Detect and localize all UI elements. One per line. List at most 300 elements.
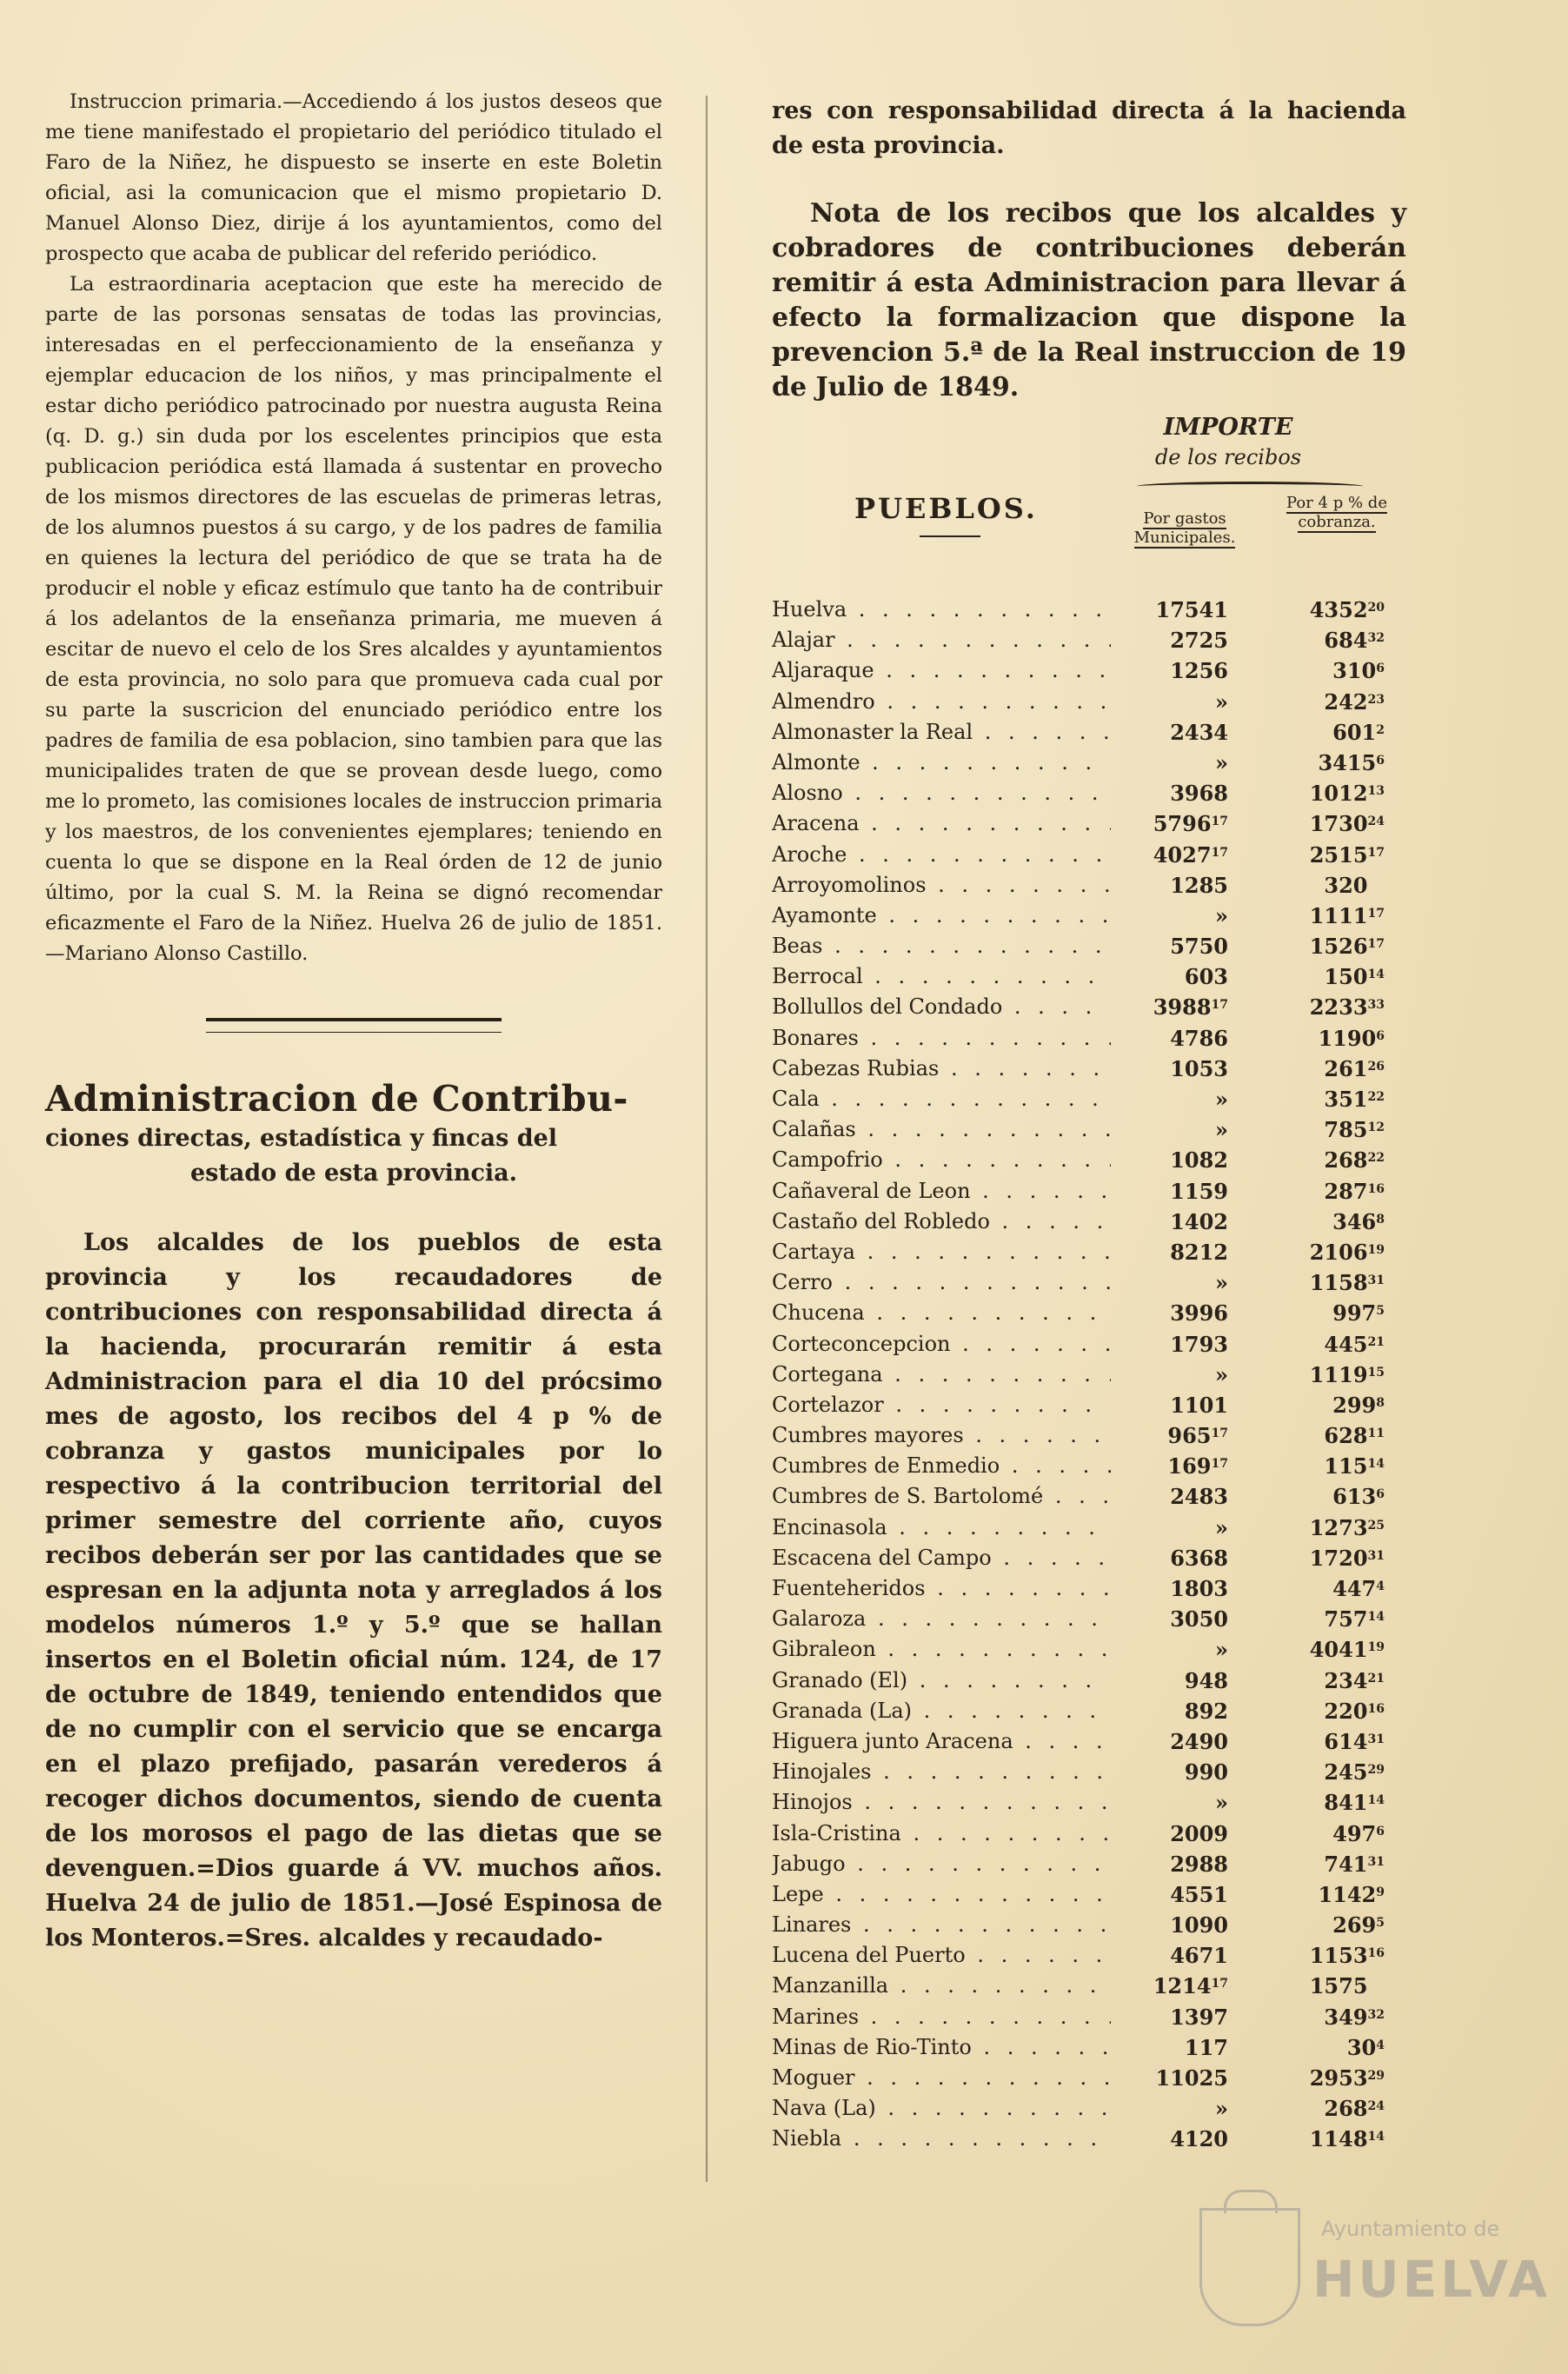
table-row [772,2124,1406,2154]
gastos-value [1089,1023,1228,1054]
cobranza-amount: 1730 [1309,811,1368,837]
gastos-value [1089,840,1228,870]
gastos-amount: 1256 [1170,658,1228,684]
crest-icon [1199,2208,1300,2326]
col-header-gastos [1124,509,1246,548]
gastos-amount: » [1215,1270,1228,1296]
cobranza-fraction: 24 [1367,2099,1385,2114]
pueblo-name: Aljaraque . . . [772,655,1111,686]
cobranza-amount: 346 [1332,1208,1377,1234]
cobranza-value [1254,1298,1385,1328]
cobranza-value [1254,1176,1385,1207]
cobranza-fraction: 25 [1367,1518,1385,1533]
cobranza-value [1254,1910,1385,1940]
pueblo-name: Cortegana . . . [772,1360,1111,1390]
cobranza-fraction: 29 [1367,2069,1385,2083]
gastos-amount: 1159 [1170,1178,1228,1204]
ornamental-rule [206,1018,502,1033]
table-row [772,1787,1406,1818]
gastos-value [1089,1513,1228,1543]
cobranza-fraction: 16 [1367,1946,1385,1961]
table-row [772,1513,1406,1543]
cobranza-value [1254,840,1385,870]
cobranza-fraction: 8 [1376,1212,1385,1227]
table-row [772,992,1406,1022]
gastos-amount: 3988 [1153,994,1212,1021]
cobranza-fraction: 24 [1367,815,1385,829]
watermark-line1: Ayuntamiento de [1321,2217,1500,2241]
table-row [772,1176,1406,1207]
gastos-amount: 2009 [1170,1820,1228,1846]
cobranza-value [1254,1145,1385,1175]
cobranza-value [1254,2124,1385,2154]
cobranza-amount: 785 [1324,1117,1368,1143]
pueblo-name: Galaroza . . . [772,1604,1111,1634]
cobranza-fraction: 11 [1367,1426,1385,1441]
gastos-amount: 1101 [1170,1392,1228,1418]
pueblo-name: Aroche . . . [772,840,1111,870]
cobranza-fraction: 33 [1367,998,1385,1013]
gastos-amount: 5796 [1153,811,1212,837]
table-row [772,808,1406,839]
importe-label: IMPORTE [1163,414,1293,441]
cobranza-amount: 1142 [1318,1881,1377,1907]
pueblo-name: Higuera junto Aracena . . . [772,1726,1111,1757]
cobranza-amount: 4041 [1309,1637,1368,1663]
cobranza-value [1254,2063,1385,2093]
cobranza-fraction: 21 [1367,1671,1385,1686]
table-row [772,2063,1406,2093]
cobranza-value [1254,1054,1385,1084]
pueblo-name: Corteconcepcion . . . [772,1329,1111,1360]
gastos-amount: » [1215,749,1228,775]
cobranza-amount: 1273 [1309,1514,1368,1540]
gastos-value [1089,1666,1228,1696]
pueblo-name: Castaño del Robledo . . . [772,1207,1111,1237]
cobranza-value [1254,2032,1385,2063]
gastos-amount: 1090 [1170,1912,1228,1938]
table-row [772,1634,1406,1665]
pueblo-name: Calañas . . . [772,1114,1111,1145]
gastos-amount: 1402 [1170,1208,1228,1234]
cobranza-fraction: 17 [1367,937,1385,952]
pueblo-name: Minas de Rio-Tinto . . . [772,2032,1111,2063]
gastos-amount: 1803 [1170,1576,1228,1601]
gastos-value [1089,901,1228,931]
gastos-amount: 169 [1167,1453,1212,1480]
pueblo-name: Cala . . . [772,1084,1111,1114]
gastos-value [1089,808,1228,839]
pueblo-name: Jabugo . . . [772,1849,1111,1879]
cobranza-fraction: 14 [1367,1610,1385,1625]
gastos-amount: 8212 [1170,1239,1228,1265]
pueblo-name: Cumbres de Enmedio . . . [772,1451,1111,1481]
cobranza-value [1254,992,1385,1022]
table-row [772,1329,1406,1360]
cobranza-amount: 234 [1324,1667,1368,1693]
cobranza-value [1254,717,1385,748]
table-row [772,595,1406,625]
gastos-amount: 3996 [1170,1300,1228,1327]
gastos-amount: » [1215,1087,1228,1112]
gastos-amount: 2725 [1170,628,1228,654]
pueblo-name: Lucena del Puerto . . . [772,1940,1111,1971]
gastos-value [1089,1054,1228,1084]
cobranza-fraction: 29 [1367,1763,1385,1778]
cobranza-amount: 287 [1324,1178,1368,1204]
gastos-value [1089,1114,1228,1145]
cobranza-fraction: 5 [1376,1916,1385,1931]
gastos-value [1089,595,1228,625]
cobranza-amount: 115 [1324,1453,1368,1480]
gastos-value [1089,2093,1228,2124]
table-row [772,1451,1406,1481]
gastos-value [1089,1573,1228,1604]
gastos-fraction: 17 [1211,1457,1228,1472]
importe-sublabel: de los recibos [1154,445,1302,469]
cobranza-amount: 320 [1324,872,1368,898]
cobranza-amount: 497 [1332,1820,1377,1846]
table-row [772,1390,1406,1420]
gastos-fraction: 17 [1211,1426,1228,1441]
cobranza-amount: 601 [1332,719,1377,745]
table-row [772,961,1406,992]
cobranza-value [1254,1451,1385,1481]
cobranza-amount: 1119 [1309,1361,1368,1387]
cobranza-value [1254,1114,1385,1145]
cobranza-fraction: 31 [1367,1273,1385,1288]
section-heading [45,1076,662,1191]
gastos-amount: » [1215,2096,1228,2122]
pueblo-name: Isla-Cristina . . . [772,1819,1111,1849]
table-row [772,1666,1406,1696]
gastos-value [1089,1604,1228,1634]
table-row [772,1910,1406,1940]
gastos-value [1089,1971,1228,2001]
gastos-amount: 17541 [1155,597,1228,622]
cobranza-amount: 299 [1332,1392,1377,1418]
cobranza-amount: 1111 [1309,902,1368,928]
pueblo-name: Linares . . . [772,1910,1111,1940]
gastos-amount: 1082 [1170,1147,1228,1174]
gastos-amount: » [1215,1361,1228,1387]
pueblo-name: Niebla . . . [772,2124,1111,2154]
table-row [772,1145,1406,1175]
cobranza-value [1254,1726,1385,1757]
gastos-amount: 2988 [1170,1851,1228,1877]
gastos-value [1089,1819,1228,1849]
gastos-value [1089,961,1228,992]
pueblo-name: Bonares . . . [772,1023,1111,1054]
table-row [772,1879,1406,1910]
cobranza-amount: 242 [1324,688,1368,715]
notice-continuation: res con responsabilidad directa á la hacienda de esta provincia. [772,97,1406,159]
cobranza-fraction: 26 [1367,1059,1385,1074]
cobranza-value [1254,1023,1385,1054]
cobranza-value [1254,961,1385,992]
gastos-value [1089,748,1228,778]
pueblos-header: PUEBLOS. [854,492,1038,525]
cobranza-amount: 2953 [1309,2065,1368,2091]
cobranza-value [1254,1420,1385,1451]
pueblo-name: Cortelazor . . . [772,1390,1111,1420]
table-row [772,1114,1406,1145]
table-row [772,2002,1406,2032]
cobranza-amount: 1012 [1309,781,1368,807]
gastos-amount: 948 [1184,1667,1228,1693]
table-row [772,1481,1406,1512]
pueblo-name: Fuenteheridos . . . [772,1573,1111,1604]
pueblo-name: Aracena . . . [772,808,1111,839]
col-header-cobranza [1276,494,1398,532]
table-row [772,1207,1406,1237]
table-row [772,748,1406,778]
cobranza-value [1254,1481,1385,1512]
cobranza-amount: 268 [1324,2096,1368,2122]
pueblo-name: Cañaveral de Leon . . . [772,1176,1111,1207]
cobranza-fraction: 12 [1367,1121,1385,1135]
watermark-line2: HUELVA [1312,2250,1551,2309]
cobranza-fraction: 4 [1376,2038,1385,2052]
gastos-value [1089,1543,1228,1573]
cobranza-value [1254,1543,1385,1573]
cobranza-fraction: 32 [1367,631,1385,646]
cobranza-amount: 2106 [1309,1239,1368,1265]
table-row [772,778,1406,808]
cobranza-amount: 1526 [1309,934,1368,960]
cobranza-value [1254,1757,1385,1787]
pueblo-name: Beas . . . [772,931,1111,961]
cobranza-value [1254,1634,1385,1665]
gastos-amount: 2490 [1170,1728,1228,1754]
cobranza-value [1254,1849,1385,1879]
gastos-value [1089,778,1228,808]
alcaldes-notice: Los alcaldes de los pueblos de esta provincia y los recaudadores de contribuciones con responsabilidad directa á la hacienda, procurarán remitir á esta Administracion para el dia 10 del prócsimo mes de agosto, los recibos del 4 p % de cobranza y gastos municipales por lo respectivo á la contribucion territorial del primer semestre del corriente año, cuyos recibos deberán ser por las cantidades que se espresan en la adjunta nota y arreglados á los modelos números 1.º y 5.º que se hallan insertos en el Boletin oficial núm. 124, de 17 de octubre de 1849, teniendo entendidos que de no cumplir con el servicio que se encarga en el plazo prefijado, pasarán verederos á recoger dichos documentos, siendo de cuenta de los morosos el pago de las dietas que se devenguen.=Dios guarde á VV. muchos años. Huelva 24 de julio de 1851.—José Espinosa de los Monteros.=Sres. alcaldes y recaudado- [45,1229,662,1952]
gastos-value [1089,687,1228,717]
table-row [772,1940,1406,1971]
cobranza-fraction: 13 [1367,784,1385,799]
nota-heading: Nota de los recibos que los alcaldes y cobradores de contribuciones deberán remitir á esta Administracion para llevar á efecto la formalizacion que dispone la prevencion 5.ª de la Real instruccion de 19 de Julio de 1849. [772,198,1406,402]
cobranza-value [1254,901,1385,931]
cobranza-value [1254,595,1385,625]
table-row [772,2093,1406,2124]
cobranza-value [1254,1696,1385,1726]
cobranza-fraction: 14 [1367,968,1385,982]
table-row [772,1726,1406,1757]
gastos-amount: 1793 [1170,1331,1228,1357]
gastos-value [1089,1176,1228,1207]
cobranza-amount: 1153 [1309,1943,1368,1969]
section-heading-main: Administracion de Contribu- [45,1078,628,1120]
gastos-value [1089,1757,1228,1787]
table-row [772,1023,1406,1054]
gastos-amount: 11025 [1155,2065,1228,2091]
cobranza-fraction: 31 [1367,1548,1385,1563]
cobranza-amount: 997 [1332,1300,1377,1327]
cobranza-amount: 445 [1324,1331,1368,1357]
cobranza-fraction: 9 [1376,1885,1385,1899]
cobranza-fraction: 15 [1367,1365,1385,1380]
cobranza-fraction: 6 [1376,1824,1385,1839]
gastos-value [1089,1267,1228,1298]
pueblo-name: Huelva . . . [772,595,1111,625]
gastos-value [1089,2032,1228,2063]
gastos-amount: 1214 [1153,1973,1212,1999]
gastos-value [1089,1084,1228,1114]
table-row [772,931,1406,961]
cobranza-fraction: 14 [1367,1457,1385,1472]
pueblo-name: Almonte . . . [772,748,1111,778]
gastos-amount: » [1215,902,1228,928]
cobranza-value [1254,808,1385,839]
cobranza-amount: 261 [1324,1055,1368,1081]
gastos-amount: 1285 [1170,872,1228,898]
cobranza-fraction: 6 [1376,1028,1385,1043]
cobranza-amount: 245 [1324,1759,1368,1785]
pueblo-name: Almonaster la Real . . . [772,717,1111,748]
cobranza-amount: 741 [1324,1851,1368,1877]
table-row [772,1084,1406,1114]
gastos-value [1089,717,1228,748]
cobranza-value [1254,1971,1385,2001]
cobranza-amount: 2515 [1309,841,1368,868]
cobranza-fraction: 31 [1367,1854,1385,1869]
table-row [772,1054,1406,1084]
cobranza-fraction: 14 [1367,1793,1385,1808]
cobranza-value [1254,1390,1385,1420]
gastos-value [1089,1634,1228,1665]
gastos-fraction: 17 [1211,998,1228,1013]
gastos-value [1089,1145,1228,1175]
cobranza-value [1254,1513,1385,1543]
cobranza-value [1254,2093,1385,2124]
gastos-amount: » [1215,1514,1228,1540]
cobranza-amount: 1158 [1309,1270,1368,1296]
cobranza-fraction: 22 [1367,1151,1385,1166]
pueblo-name: Lepe . . . [772,1879,1111,1910]
table-row [772,1237,1406,1267]
table-row [772,1604,1406,1634]
cobranza-amount: 447 [1332,1576,1377,1601]
pueblos-rule [920,535,980,537]
cobranza-amount: 150 [1324,964,1368,990]
gastos-value [1089,1481,1228,1512]
col-header-cobranza-text: Por 4 p % de cobranza. [1286,494,1387,531]
cobranza-fraction: 8 [1376,1395,1385,1410]
gastos-amount: 3050 [1170,1606,1228,1633]
pueblo-name: Bollullos del Condado . . . [772,992,1111,1022]
cobranza-fraction: 6 [1376,662,1385,676]
cobranza-amount: 220 [1324,1698,1368,1724]
cobranza-fraction: 22 [1367,1090,1385,1104]
gastos-value [1089,1207,1228,1237]
table-row [772,655,1406,686]
cobranza-amount: 30 [1346,2034,1377,2060]
cobranza-amount: 841 [1324,1790,1368,1816]
pueblo-name: Escacena del Campo . . . [772,1543,1111,1573]
table-row [772,1360,1406,1390]
table-row [772,1757,1406,1787]
cobranza-amount: 2233 [1309,994,1368,1021]
importe-brace [1137,482,1363,491]
cobranza-fraction: 17 [1367,845,1385,860]
cobranza-amount: 4352 [1309,597,1368,622]
cobranza-fraction: 5 [1376,1304,1385,1319]
cobranza-amount: 1720 [1309,1545,1368,1571]
gastos-value [1089,2002,1228,2032]
pueblo-name: Encinasola . . . [772,1513,1111,1543]
cobranza-fraction: 6 [1376,1487,1385,1502]
gastos-amount: 2483 [1170,1484,1228,1510]
table-row [772,1298,1406,1328]
gastos-fraction: 17 [1211,815,1228,829]
pueblo-name: Marines . . . [772,2002,1111,2032]
gastos-amount: » [1215,1637,1228,1663]
instruccion-primaria-paragraph: Instruccion primaria.—Accediendo á los justos deseos que me tiene manifestado el propietario del periódico titulado el Faro de la Niñez, he dispuesto se inserte en este Boletin oficial, asi la comunicacion que el mismo propietario D. Manuel Alonso Diez, dirije á los ayuntamientos, como del prospecto que acaba de publicar del referido periódico. [45,90,662,265]
cobranza-value [1254,1329,1385,1360]
cobranza-value [1254,1879,1385,1910]
gastos-value [1089,2124,1228,2154]
cobranza-amount: 268 [1324,1147,1368,1174]
cobranza-value [1254,1267,1385,1298]
table-row [772,625,1406,655]
cobranza-fraction: 21 [1367,1334,1385,1349]
gastos-amount: 6368 [1170,1545,1228,1571]
table-row [772,1573,1406,1604]
cobranza-value [1254,748,1385,778]
gastos-amount: 603 [1184,964,1228,990]
table-row [772,1849,1406,1879]
pueblo-name: Cartaya . . . [772,1237,1111,1267]
gastos-value [1089,1910,1228,1940]
table-row [772,840,1406,870]
cobranza-fraction: 19 [1367,1640,1385,1655]
table-header [772,414,1406,579]
pueblo-name: Manzanilla . . . [772,1971,1111,2001]
gastos-value [1089,1787,1228,1818]
table-row [772,1819,1406,1849]
right-column [772,94,1406,2155]
cobranza-fraction: 16 [1367,1181,1385,1196]
gastos-fraction: 17 [1211,1977,1228,1992]
table-row [772,1696,1406,1726]
cobranza-fraction: 20 [1367,601,1385,615]
pueblo-name: Cabezas Rubias . . . [772,1054,1111,1084]
faro-ninez-paragraph: La estraordinaria aceptacion que este ha merecido de parte de las porsonas sensatas de todas las provincias, interesadas en el perfeccionamiento de la enseñanza y ejemplar educacion de los niños, y mas principalmente el estar dicho periódico patrocinado por nuestra augusta Reina (q. D. g.) sin duda por los escelentes principios que esta publicacion periódica está llamada á sustentar en provecho de los mismos directores de las escuelas de primeras letras, de los alumnos puestos á su cargo, y de los padres de familia en quienes la lectura del periódico de que se trata ha de producir el noble y eficaz estímulo que tanto ha de contribuir á los adelantos de la enseñanza primaria, me mueven á escitar de nuevo el celo de los Sres alcaldes y ayuntamientos de esta provincia, no solo para que promueva cada cual por su parte la suscricion del enunciado periódico entre los padres de familia de esa poblacion, sino tambien para que las municipalides traten de que se provean desde luego, como me lo prometo, las comisiones locales de instruccion primaria y los maestros, de los convenientes ejemplares; teniendo en cuenta lo que se dispone en la Real órden de 12 de junio último, por la cual S. M. la Reina se dignó recomendar eficazmente el Faro de la Niñez. Huelva 26 de julio de 1851.—Mariano Alonso Castillo. [45,273,662,965]
cobranza-value [1254,1819,1385,1849]
cobranza-value [1254,1360,1385,1390]
cobranza-amount: 684 [1324,628,1368,654]
cobranza-value [1254,625,1385,655]
cobranza-amount: 1148 [1309,2126,1368,2152]
table-row [772,1543,1406,1573]
cobranza-fraction: 4 [1376,1579,1385,1593]
gastos-amount: » [1215,688,1228,715]
table-row [772,901,1406,931]
table-row [772,2032,1406,2063]
pueblo-name: Hinojales . . . [772,1757,1111,1787]
cobranza-fraction: 6 [1376,753,1385,768]
pueblo-name: Alosno . . . [772,778,1111,808]
cobranza-value [1254,2002,1385,2032]
gastos-value [1089,2063,1228,2093]
pueblo-name: Cumbres de S. Bartolomé . . . [772,1481,1111,1512]
pueblo-name: Nava (La) . . . [772,2093,1111,2124]
gastos-amount: » [1215,1790,1228,1816]
cobranza-amount: 614 [1324,1728,1368,1754]
cobranza-value [1254,870,1385,901]
gastos-fraction: 17 [1211,845,1228,860]
